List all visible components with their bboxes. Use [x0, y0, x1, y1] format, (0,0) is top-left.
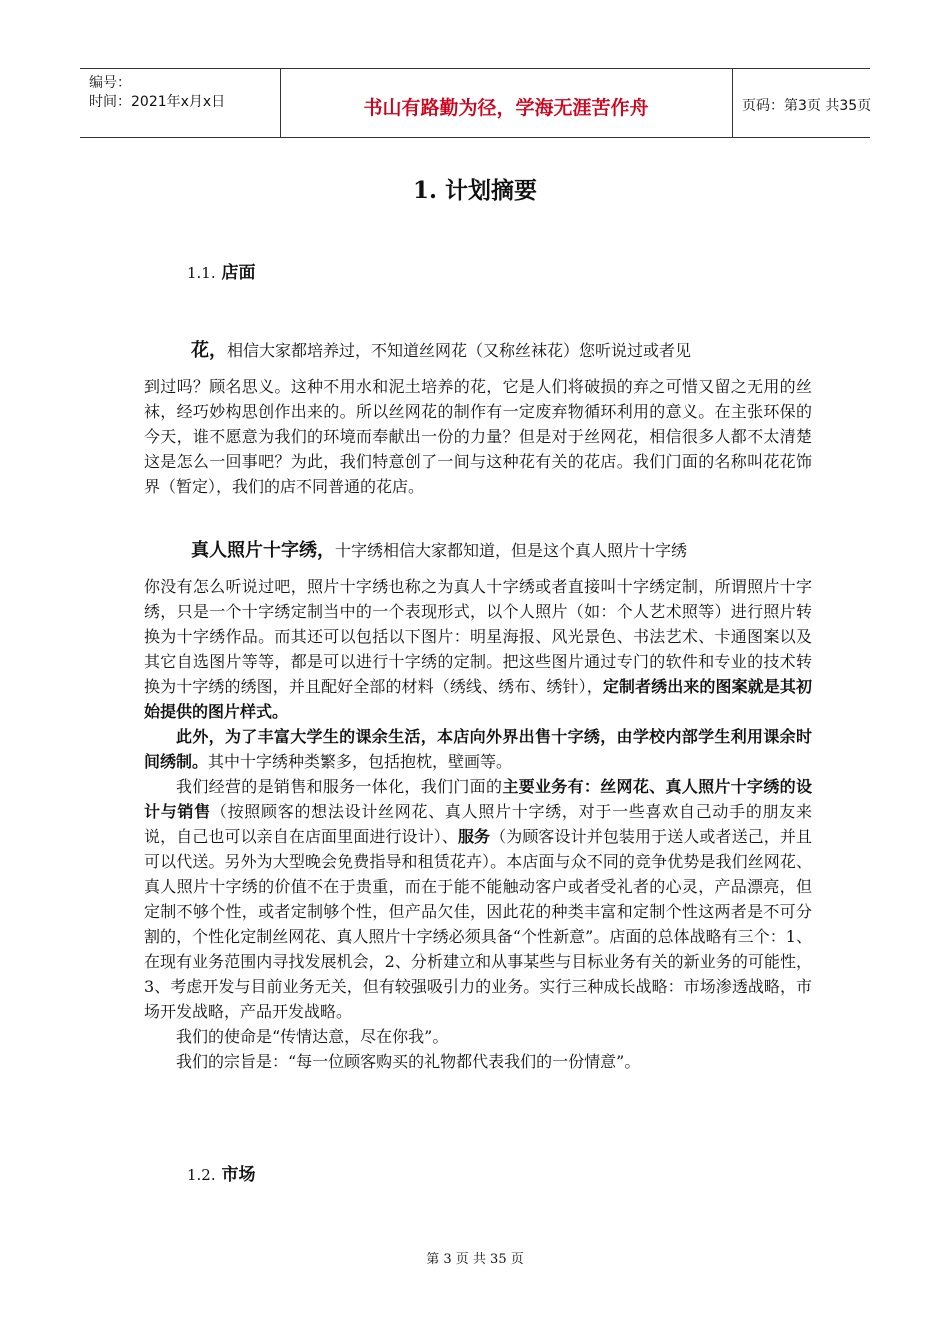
business-bold-1: 主要业务有：丝网花、真人照片十字绣的设计与销售 [144, 777, 812, 821]
header-motto: 书山有路勤为径，学海无涯苦作舟 [363, 97, 649, 119]
business-text-2: （按照顾客的想法设计丝网花、真人照片十字绣，对于一些喜欢自己动手的朋友来说，自己也可以亲自在店面里面进行设计）、 [144, 802, 812, 846]
page-header [80, 68, 870, 138]
embroidery-body-bold: 定制者绣出来的图案就是其初始提供的图片样式。 [144, 677, 812, 721]
flower-body-text: 到过吗？顾名思义。这种不用水和泥土培养的花，它是人们将破损的弃之可惜又留之无用的丝袜，经巧妙构思创作出来的。所以丝网花的制作有一定废弃物循环利用的意义。在主张环保的今天，谁不愿意为我们的环境而奉献出一份的力量？但是对于丝网花，相信很多人都不太清楚这是怎么一回事吧？为此，我们特意创了一间与这种花有关的花店。我们门面的名称叫花花饰界（暂定），我们的店不同普通的花店。 [144, 377, 812, 496]
header-info-cell [80, 69, 281, 137]
header-page-number: 页码：第3页 共35页 [742, 98, 872, 114]
mission-text: 我们的使命是“传情达意，尽在你我”。 [176, 1027, 449, 1046]
embroidery-paragraph-body [144, 574, 812, 1074]
flower-paragraph-first-line [191, 336, 812, 362]
section-title: 市场 [221, 1165, 256, 1185]
embroidery-lead: 真人照片十字绣， [191, 540, 335, 561]
flower-first-line: 相信大家都培养过，不知道丝网花（又称丝袜花）您听说过或者见 [227, 341, 692, 360]
embroidery-first-line: 十字绣相信大家都知道，但是这个真人照片十字绣 [335, 541, 688, 560]
business-text-3: （为顾客设计并包装用于送人或者送己，并且可以代送。另外为大型晚会免费指导和租赁花卉）。本店面与众不同的竞争优势是我们丝网花、真人照片十字绣的价值不在于贵重，而在于能不能触动客户或者受礼者的心灵，产品漂亮，但定制不够个性，或者定制够个性，但产品欠佳，因此花的种类丰富和定制个性这两者是不可分割的，个性化定制丝网花、真人照片十字绣必须具备“个性新意”。店面的总体战略有三个：1、在现有业务范围内寻找发展机会，2、分析建立和从事某些与目标业务有关的新业务的可能性，3、考虑开发与目前业务无关，但有较强吸引力的业务。实行三种成长战略：市场渗透战略，市场开发战略，产品开发战略。 [144, 827, 812, 1021]
embroidery-body-text: 你没有怎么听说过吧，照片十字绣也称之为真人十字绣或者直接叫十字绣定制，所谓照片十字绣，只是一个十字绣定制当中的一个表现形式，以个人照片（如：个人艺术照等）进行照片转换为十字绣作品。而其还可以包括以下图片：明星海报、风光景色、书法艺术、卡通图案以及其它自选图片等等，都是可以进行十字绣的定制。把这些图片通过专门的软件和专业的技术转换为十字绣的绣图，并且配好全部的材料（绣线、绣布、绣针）， [144, 577, 812, 696]
flower-lead: 花， [191, 340, 227, 361]
document-date-label: 时间：2021年x月x日 [89, 94, 226, 110]
header-page-cell [732, 69, 870, 137]
section-number: 1.2. [187, 1166, 216, 1184]
header-motto-cell [280, 69, 733, 137]
section-number: 1.1. [187, 264, 216, 282]
chapter-title: 1. 计划摘要 [412, 177, 538, 204]
besides-bold-text: 此外，为了丰富大学生的课余生活，本店向外界出售十字绣，由学校内部学生利用课余时间绣制。 [144, 727, 812, 771]
section-title: 店面 [221, 263, 256, 283]
business-text-1: 我们经营的是销售和服务一体化，我们门面的 [176, 777, 503, 796]
document-number-label: 编号： [89, 75, 131, 91]
embroidery-paragraph-first-line [191, 536, 812, 562]
flower-paragraph-body [144, 374, 812, 499]
business-bold-2: 服务 [457, 827, 491, 846]
section-heading-market [187, 1160, 256, 1185]
page-footer: 第 3 页 共 35 页 [426, 1252, 524, 1267]
tenet-text: 我们的宗旨是：“每一位顾客购买的礼物都代表我们的一份情意”。 [176, 1052, 641, 1071]
besides-text: 其中十字绣种类繁多，包括抱枕，壁画等。 [208, 752, 513, 771]
section-heading-storefront [187, 258, 256, 283]
